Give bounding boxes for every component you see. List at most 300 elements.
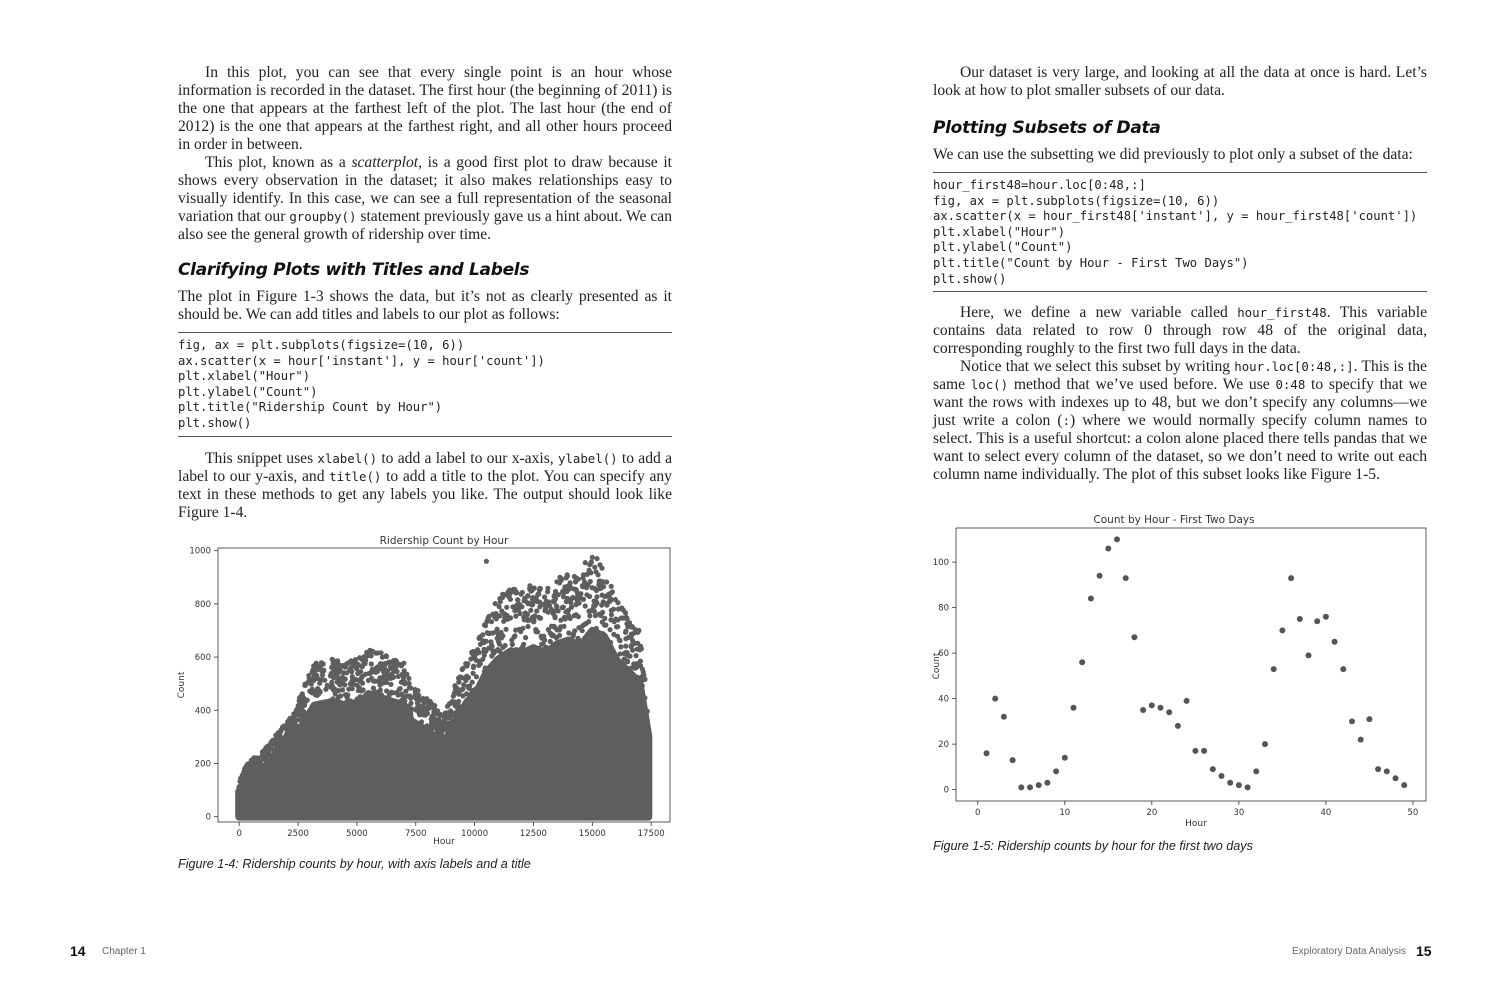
- scatter-point: [1166, 709, 1172, 715]
- scatter-point: [1131, 634, 1137, 640]
- scatter-point: [610, 685, 615, 690]
- scatter-point: [529, 656, 534, 661]
- scatter-point: [572, 586, 577, 591]
- scatter-point: [522, 598, 527, 603]
- scatter-point: [268, 762, 273, 767]
- scatter-point: [623, 630, 628, 635]
- scatter-point: [469, 650, 474, 655]
- left-paragraph-1: In this plot, you can see that every single point is an hour whose information is recorded in the dataset. The first hour (the beginning of 2011) is the one that appears at the farthest left of the plot. The last hour (the end of 2012) is the one that appears at the farthest right, and all other hours proceed in order in between.: [178, 64, 672, 153]
- scatter-point: [623, 636, 628, 641]
- scatter-point: [487, 676, 492, 681]
- scatter-point: [466, 722, 471, 727]
- y-tick-label: 0: [943, 785, 949, 796]
- scatter-point: [323, 709, 328, 714]
- scatter-point: [300, 691, 305, 696]
- scatter-point: [363, 661, 368, 666]
- inline-code: 0:48: [1275, 377, 1306, 392]
- scatter-point: [413, 691, 418, 696]
- scatter-point: [240, 779, 245, 784]
- scatter-point: [418, 722, 423, 727]
- scatter-point: [479, 680, 484, 685]
- text-run: , is a good first plot to draw because it shows every observation in the dataset; it also makes relationships easy to visually identify. In this case, we can see a full representation of the seasonal variation that our: [178, 154, 672, 225]
- scatter-point: [355, 696, 360, 701]
- scatter-point: [1219, 773, 1225, 779]
- scatter-point: [631, 661, 636, 666]
- scatter-point: [442, 743, 447, 748]
- scatter-point: [519, 655, 524, 660]
- scatter-point: [318, 705, 323, 710]
- scatter-point: [502, 615, 507, 620]
- code-line: hour_first48=hour.loc[0:48,:]: [933, 178, 1146, 192]
- scatter-point: [579, 652, 584, 657]
- scatter-point: [373, 706, 378, 711]
- scatter-point: [406, 676, 411, 681]
- scatter-point: [530, 617, 535, 622]
- scatter-point: [1140, 707, 1146, 713]
- inline-code: ylabel(): [557, 451, 618, 466]
- scatter-point: [500, 592, 505, 597]
- scatter-point: [303, 734, 308, 739]
- scatter-point: [436, 717, 441, 722]
- scatter-point: [302, 683, 307, 688]
- scatter-point: [528, 608, 533, 613]
- scatter-point: [611, 665, 616, 670]
- scatter-point: [266, 749, 271, 754]
- scatter-point: [568, 616, 573, 621]
- scatter-point: [402, 700, 407, 705]
- scatter-point: [344, 700, 349, 705]
- y-tick-label: 0: [205, 812, 211, 823]
- scatter-point: [622, 651, 627, 656]
- scatter-point: [298, 743, 303, 748]
- right-para-2-block: [933, 146, 1427, 164]
- scatter-point: [1044, 780, 1050, 786]
- scatter-point: [1279, 627, 1285, 633]
- scatter-point: [436, 722, 441, 727]
- scatter-point: [353, 657, 358, 662]
- y-tick-label: 600: [194, 653, 211, 664]
- scatter-point: [566, 608, 571, 613]
- scatter-point: [317, 681, 322, 686]
- scatter-point: [341, 663, 346, 668]
- scatter-point: [368, 691, 373, 696]
- text-run: This plot, known as a: [205, 154, 352, 171]
- scatter-point: [1079, 659, 1085, 665]
- scatter-point: [355, 683, 360, 688]
- scatter-point: [583, 603, 588, 608]
- scatter-point: [527, 585, 532, 590]
- y-tick-label: 40: [938, 694, 949, 705]
- scatter-point: [609, 584, 614, 589]
- scatter-point: [249, 774, 254, 779]
- y-tick-label: 200: [194, 759, 211, 770]
- scatter-point: [477, 659, 482, 664]
- scatter-point: [355, 709, 360, 714]
- scatter-point: [605, 647, 610, 652]
- scatter-point: [366, 703, 371, 708]
- scatter-point: [1027, 784, 1033, 790]
- page-number-right: 15: [1416, 943, 1432, 959]
- scatter-point: [614, 624, 619, 629]
- left-para-3-block: [178, 288, 672, 324]
- scatter-point: [488, 668, 493, 673]
- scatter-point: [359, 688, 364, 693]
- x-tick-label: 7500: [404, 829, 427, 839]
- scatter-point: [1184, 698, 1190, 704]
- scatter-point: [392, 666, 397, 671]
- scatter-point: [534, 608, 539, 613]
- scatter-point: [493, 601, 498, 606]
- text-run: to add a label to our x-axis,: [377, 450, 558, 467]
- scatter-point: [510, 660, 515, 665]
- code-line: plt.xlabel("Hour"): [178, 369, 311, 384]
- scatter-point: [549, 669, 554, 674]
- scatter-point: [604, 579, 609, 584]
- scatter-point: [398, 686, 403, 691]
- scatter-point: [625, 699, 630, 704]
- scatter-point: [609, 608, 614, 613]
- scatter-point: [328, 708, 333, 713]
- left-paragraph-4: [178, 450, 672, 522]
- scatter-point: [1192, 748, 1198, 754]
- scatter-point: [1053, 768, 1059, 774]
- scatter-point: [580, 584, 585, 589]
- scatter-point: [597, 562, 602, 567]
- plot-frame: [956, 528, 1426, 801]
- scatter-point: [288, 728, 293, 733]
- scatter-point: [274, 745, 279, 750]
- scatter-point: [542, 594, 547, 599]
- scatter-point: [551, 633, 556, 638]
- inline-code: hour.loc[0:48,:]: [1234, 359, 1354, 374]
- x-tick-label: 12500: [519, 829, 547, 839]
- scatter-point: [246, 765, 251, 770]
- scatter-point: [429, 717, 434, 722]
- scatter-point: [581, 597, 586, 602]
- scatter-point: [624, 615, 629, 620]
- scatter-point: [633, 683, 638, 688]
- scatter-point: [469, 691, 474, 696]
- scatter-point: [557, 575, 562, 580]
- scatter-point: [502, 661, 507, 666]
- scatter-point: [1332, 639, 1338, 645]
- scatter-point: [367, 671, 372, 676]
- figure-1-5-caption: Figure 1-5: Ridership counts by hour for the first two days: [933, 839, 1253, 853]
- scatter-point: [508, 615, 513, 620]
- scatter-point: [371, 679, 376, 684]
- scatter-point: [499, 630, 504, 635]
- scatter-point: [566, 630, 571, 635]
- scatter-point: [1306, 652, 1312, 658]
- scatter-point: [1123, 575, 1129, 581]
- scatter-point: [362, 709, 367, 714]
- scatter-point: [325, 700, 330, 705]
- scatter-point: [330, 696, 335, 701]
- scatter-point: [290, 716, 295, 721]
- scatter-point: [498, 599, 503, 604]
- scatter-point: [311, 678, 316, 683]
- text-run: . This variable contains data related to row 0 through row 48 of the original data, corresponding roughly to the first two full days in the data.: [933, 304, 1427, 357]
- y-axis-label: Count: [932, 652, 942, 680]
- scatter-point: [600, 631, 605, 636]
- scatter-point: [1036, 782, 1042, 788]
- scatter-point: [403, 689, 408, 694]
- scatter-point: [464, 707, 469, 712]
- scatter-point: [604, 603, 609, 608]
- x-tick-label: 10000: [461, 829, 489, 839]
- scatter-point: [605, 593, 610, 598]
- scatter-point: [539, 642, 544, 647]
- x-tick-label: 17500: [637, 829, 665, 839]
- scatter-point: [417, 729, 422, 734]
- scatter-point: [426, 737, 431, 742]
- scatter-point: [1010, 757, 1016, 763]
- scatter-point: [1114, 536, 1120, 542]
- scatter-point: [557, 626, 562, 631]
- code-line: plt.title("Ridership Count by Hour"): [178, 400, 443, 415]
- scatter-point: [520, 590, 525, 595]
- scatter-point: [300, 719, 305, 724]
- scatter-point: [627, 623, 632, 628]
- scatter-point: [476, 693, 481, 698]
- scatter-point: [573, 602, 578, 607]
- scatter-point: [432, 711, 437, 716]
- scatter-point: [401, 661, 406, 666]
- scatter-point: [408, 733, 413, 738]
- scatter-point: [562, 656, 567, 661]
- scatter-point: [531, 660, 536, 665]
- scatter-point: [565, 572, 570, 577]
- scatter-point: [574, 596, 579, 601]
- scatter-point: [1062, 755, 1068, 761]
- left-paragraph-2: [178, 154, 672, 244]
- scatter-point: [472, 655, 477, 660]
- scatter-point: [449, 710, 454, 715]
- scatter-point: [366, 678, 371, 683]
- scatter-point: [402, 695, 407, 700]
- scatter-point: [487, 631, 492, 636]
- scatter-point: [359, 703, 364, 708]
- figure-1-4-chart: [168, 528, 678, 850]
- scatter-point: [381, 669, 386, 674]
- scatter-point: [293, 733, 298, 738]
- scatter-point: [508, 597, 513, 602]
- scatter-point: [423, 713, 428, 718]
- code-line: plt.title("Count by Hour - First Two Days"): [933, 255, 1249, 270]
- scatter-point: [641, 672, 646, 677]
- scatter-point: [586, 619, 591, 624]
- scatter-point: [582, 579, 587, 584]
- scatter-point: [350, 686, 355, 691]
- scatter-point: [1393, 775, 1399, 781]
- section-heading-clarifying: Clarifying Plots with Titles and Labels: [178, 260, 530, 280]
- scatter-point: [415, 705, 420, 710]
- x-axis-label: Hour: [433, 837, 455, 847]
- scatter-point: [601, 657, 606, 662]
- scatter-point: [523, 635, 528, 640]
- scatter-point: [561, 667, 566, 672]
- scatter-point: [483, 665, 488, 670]
- scatter-point: [1401, 782, 1407, 788]
- scatter-point: [565, 596, 570, 601]
- chart-title: Count by Hour - First Two Days: [1093, 514, 1255, 526]
- scatter-point: [594, 588, 599, 593]
- scatter-point: [302, 700, 307, 705]
- right-paragraph-2: We can use the subsetting we did previously to plot only a subset of the data:: [933, 146, 1413, 163]
- scatter-point: [522, 674, 527, 679]
- scatter-point: [622, 656, 627, 661]
- code-listing-left: [178, 332, 672, 437]
- code-listing-right: [933, 172, 1427, 292]
- scatter-point: [285, 732, 290, 737]
- scatter-point: [415, 696, 420, 701]
- scatter-point: [482, 640, 487, 645]
- inline-code: xlabel(): [317, 451, 378, 466]
- scatter-point: [576, 625, 581, 630]
- scatter-point: [584, 658, 589, 663]
- inline-code: title(): [329, 469, 382, 484]
- scatter-point: [453, 722, 458, 727]
- scatter-point: [637, 677, 642, 682]
- scatter-point: [324, 714, 329, 719]
- scatter-point: [1001, 714, 1007, 720]
- scatter-point: [588, 579, 593, 584]
- y-tick-label: 400: [194, 706, 211, 717]
- scatter-point: [1297, 616, 1303, 622]
- scatter-point: [537, 586, 542, 591]
- scatter-point: [549, 654, 554, 659]
- scatter-point: [483, 686, 488, 691]
- scatter-point: [294, 709, 299, 714]
- scatter-point: [451, 694, 456, 699]
- text-run: to specify that we want the rows with indexes up to 48, but we don’t specify any columns—we just write a colon (: [933, 376, 1427, 429]
- scatter-point: [1262, 741, 1268, 747]
- scatter-point: [262, 754, 267, 759]
- scatter-point: [495, 627, 500, 632]
- scatter-point: [1236, 782, 1242, 788]
- scatter-point: [608, 627, 613, 632]
- right-paragraph-3: [933, 304, 1427, 358]
- scatter-point: [515, 597, 520, 602]
- scatter-point: [310, 670, 315, 675]
- scatter-point: [351, 713, 356, 718]
- scatter-point: [405, 719, 410, 724]
- inline-code: groupby(): [289, 209, 357, 224]
- scatter-point: [596, 572, 601, 577]
- scatter-point: [626, 672, 631, 677]
- scatter-point: [560, 589, 565, 594]
- scatter-point: [369, 661, 374, 666]
- scatter-point: [594, 556, 599, 561]
- scatter-point: [1097, 573, 1103, 579]
- scatter-point: [629, 633, 634, 638]
- scatter-point: [618, 644, 623, 649]
- scatter-point: [1340, 666, 1346, 672]
- scatter-point: [403, 681, 408, 686]
- x-tick-label: 15000: [578, 829, 606, 839]
- scatter-point: [525, 624, 530, 629]
- scatter-point: [456, 699, 461, 704]
- scatter-point: [619, 697, 624, 702]
- scatter-point: [529, 673, 534, 678]
- scatter-point: [629, 643, 634, 648]
- running-head-right: Exploratory Data Analysis: [1292, 946, 1406, 957]
- scatter-point: [391, 699, 396, 704]
- scatter-point: [304, 724, 309, 729]
- figure-1-4-caption: Figure 1-4: Ridership counts by hour, with axis labels and a title: [178, 857, 531, 871]
- scatter-point: [379, 693, 384, 698]
- scatter-point: [471, 671, 476, 676]
- scatter-point: [311, 702, 316, 707]
- scatter-point: [552, 624, 557, 629]
- scatter-point: [992, 696, 998, 702]
- scatter-point: [525, 593, 530, 598]
- scatter-point: [279, 760, 284, 765]
- scatter-point: [288, 722, 293, 727]
- scatter-point: [617, 638, 622, 643]
- text-run: method that we’ve used before. We use: [1008, 376, 1276, 393]
- y-tick-label: 1000: [189, 546, 211, 557]
- scatter-point: [539, 634, 544, 639]
- scatter-point: [1227, 780, 1233, 786]
- scatter-point: [556, 608, 561, 613]
- scatter-point: [1201, 748, 1207, 754]
- scatter-point: [424, 746, 429, 751]
- code-line: plt.show(): [178, 415, 252, 430]
- scatter-point: [554, 604, 559, 609]
- scatter-point: [330, 684, 335, 689]
- scatter-point: [336, 688, 341, 693]
- scatter-point: [384, 654, 389, 659]
- text-run: . This is the same: [933, 358, 1427, 393]
- scatter-point: [296, 704, 301, 709]
- scatter-point: [272, 756, 277, 761]
- scatter-point: [508, 655, 513, 660]
- left-para-4-block: [178, 450, 672, 522]
- scatter-point: [509, 683, 514, 688]
- scatter-point: [380, 713, 385, 718]
- scatter-point: [562, 615, 567, 620]
- scatter-point: [448, 701, 453, 706]
- scatter-point: [639, 691, 644, 696]
- text-run: This snippet uses: [205, 450, 318, 467]
- scatter-point: [509, 647, 514, 652]
- section-heading-subsets: Plotting Subsets of Data: [933, 118, 1161, 138]
- scatter-point: [342, 682, 347, 687]
- y-tick-label: 800: [194, 599, 211, 610]
- scatter-point: [341, 670, 346, 675]
- scatter-point: [1366, 716, 1372, 722]
- scatter-point: [587, 562, 592, 567]
- scatter-point: [512, 633, 517, 638]
- scatter-point: [1288, 575, 1294, 581]
- scatter-point: [613, 659, 618, 664]
- text-run: statement previously gave us a hint about. We can also see the general growth of ridership over time.: [178, 208, 672, 243]
- scatter-point: [546, 600, 551, 605]
- scatter-point: [397, 662, 402, 667]
- scatter-point: [611, 632, 616, 637]
- scatter-point: [637, 707, 642, 712]
- scatter-point: [548, 639, 553, 644]
- right-paragraph-4: [933, 358, 1427, 484]
- scatter-point: [456, 709, 461, 714]
- scatter-point: [590, 555, 595, 560]
- scatter-point: [309, 719, 314, 724]
- scatter-point: [501, 675, 506, 680]
- scatter-point: [484, 619, 489, 624]
- scatter-point: [376, 699, 381, 704]
- scatter-point: [398, 705, 403, 710]
